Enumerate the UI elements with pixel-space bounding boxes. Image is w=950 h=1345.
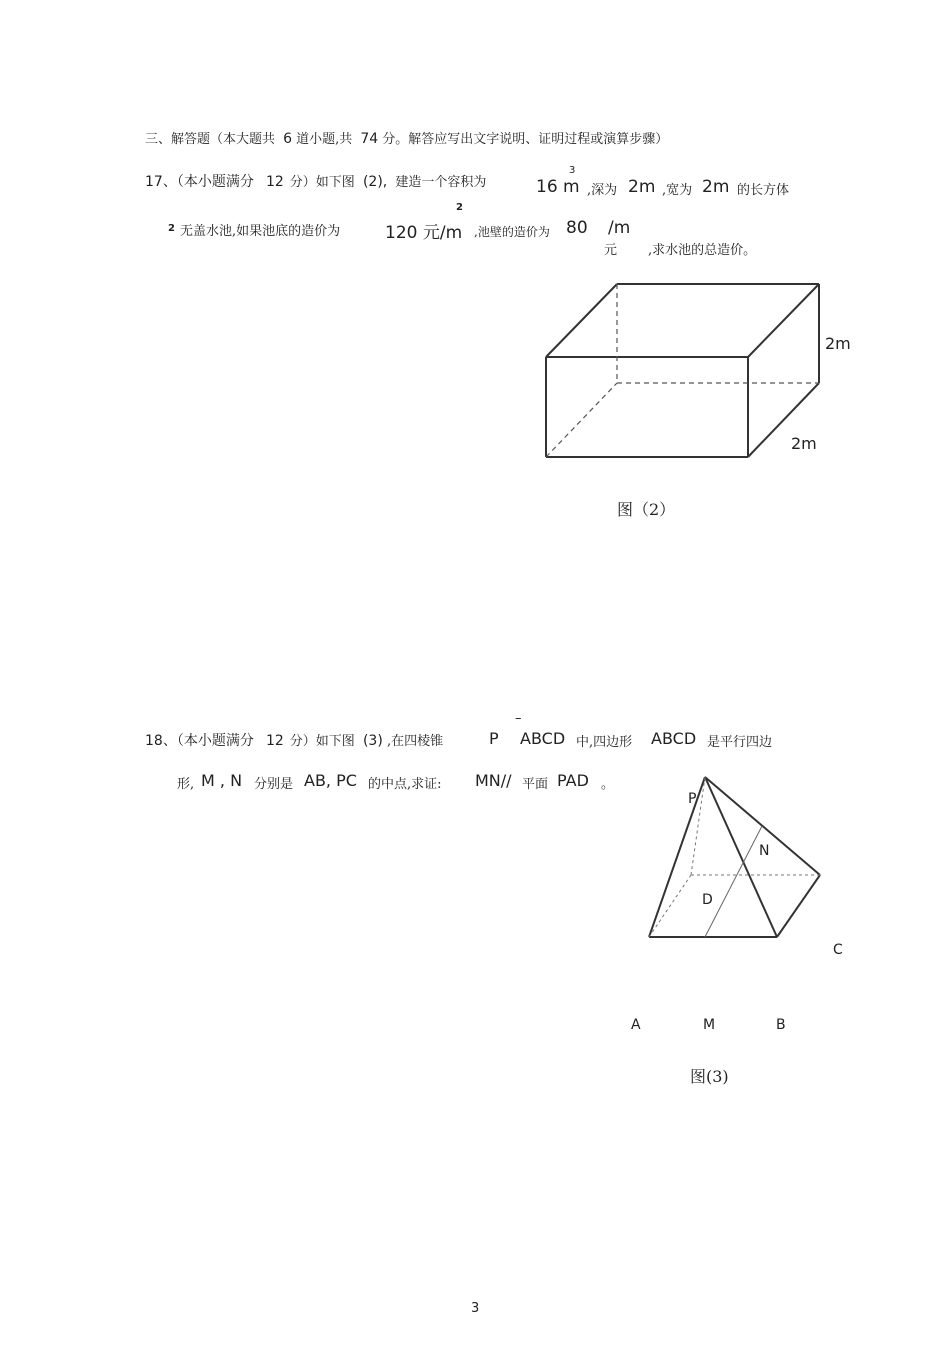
q18-midpoints: AB, PC — [304, 771, 357, 790]
q17-intro2: 建造一个容积为 — [395, 175, 487, 190]
figure-3-label-b: B — [776, 1017, 786, 1033]
q18-dash: – — [515, 711, 522, 726]
q18-apex: P — [489, 729, 499, 748]
q18-base: ABCD — [520, 729, 566, 748]
figure-2-depth-label: 2m — [791, 434, 817, 453]
q17-line2-text: 无盖水池,如果池底的造价为 — [180, 224, 341, 239]
figure-3-label-n: N — [759, 843, 770, 859]
q18-intro2: ,在四棱锥 — [386, 734, 444, 749]
figure-2-height-label: 2m — [825, 334, 851, 353]
figure-3-label-p: P — [688, 791, 697, 807]
q17-bottom-price: 120 元/m — [385, 223, 463, 243]
q18-figure-ref: (3) — [362, 733, 383, 749]
q18-intro: 分）如下图 — [289, 734, 355, 749]
section-header-suffix: 分。解答应写出文字说明、证明过程或演算步骤） — [382, 132, 669, 147]
pyramid-hidden-edges — [649, 777, 820, 937]
q17-depth-label: ,深为 — [587, 183, 618, 198]
q17-line2-lead: 2 — [168, 223, 175, 234]
q18-plane-label: 平面 — [522, 777, 549, 792]
q17-number: 17、（本小题满分 — [145, 174, 254, 190]
q17-shape: 的长方体 — [737, 183, 790, 198]
figure-3-label-c: C — [833, 942, 843, 958]
pyramid-edges — [649, 777, 820, 937]
q17-score: 12 — [265, 174, 284, 190]
q17-line1 — [145, 171, 486, 191]
section-header-prefix: 三、解答题（本大题共 — [145, 132, 276, 147]
q17-volume-exponent: 3 — [569, 165, 576, 176]
q17-volume: 16 m — [536, 177, 580, 197]
q17-wall-price: 80 — [566, 218, 588, 238]
q18-claim: MN// — [475, 771, 512, 790]
q17-question: ,求水池的总造价。 — [648, 243, 757, 258]
q18-mn: M , N — [201, 771, 243, 790]
pyramid-inner-lines — [705, 826, 762, 937]
q18-plane: PAD — [557, 771, 589, 790]
figure-3-label-d: D — [702, 892, 713, 908]
q18-line2-c: 的中点,求证: — [368, 777, 442, 792]
figure-2-caption: 图（2） — [617, 500, 676, 519]
figure-3-label-m: M — [703, 1017, 716, 1033]
q17-yuan: 元 — [604, 243, 618, 258]
section-question-count: 6 — [283, 131, 293, 147]
q18-line2-a: 形, — [177, 777, 195, 792]
q18-number: 18、（本小题满分 — [145, 733, 254, 749]
q17-bottom-price-exponent: 2 — [456, 202, 463, 213]
q17-width-label: ,宽为 — [662, 183, 693, 198]
figure-3-caption: 图(3) — [690, 1067, 729, 1086]
q17-depth: 2m — [628, 177, 656, 197]
q17-wall-unit: /m — [608, 218, 631, 238]
page-number: 3 — [471, 1301, 480, 1316]
q17-wall-label: ,池壁的造价为 — [474, 225, 550, 239]
q17-width: 2m — [702, 177, 730, 197]
q17-intro: 分）如下图 — [289, 175, 355, 190]
box-hidden-edges — [546, 284, 819, 457]
section-total-score: 74 — [360, 131, 379, 147]
section-header — [145, 128, 668, 147]
q18-score: 12 — [265, 733, 284, 749]
q18-tail: 是平行四边 — [707, 735, 773, 750]
q18-mid-text: 中,四边形 — [576, 735, 633, 750]
q18-line2-b: 分别是 — [254, 777, 294, 792]
q18-end: 。 — [601, 777, 615, 792]
q17-figure-ref: (2), — [362, 174, 388, 190]
figure-3-label-a: A — [631, 1017, 641, 1033]
section-header-mid: 道小题,共 — [296, 132, 353, 147]
q18-line1 — [145, 730, 443, 750]
box-edges — [546, 284, 819, 457]
q18-base2: ABCD — [651, 729, 697, 748]
